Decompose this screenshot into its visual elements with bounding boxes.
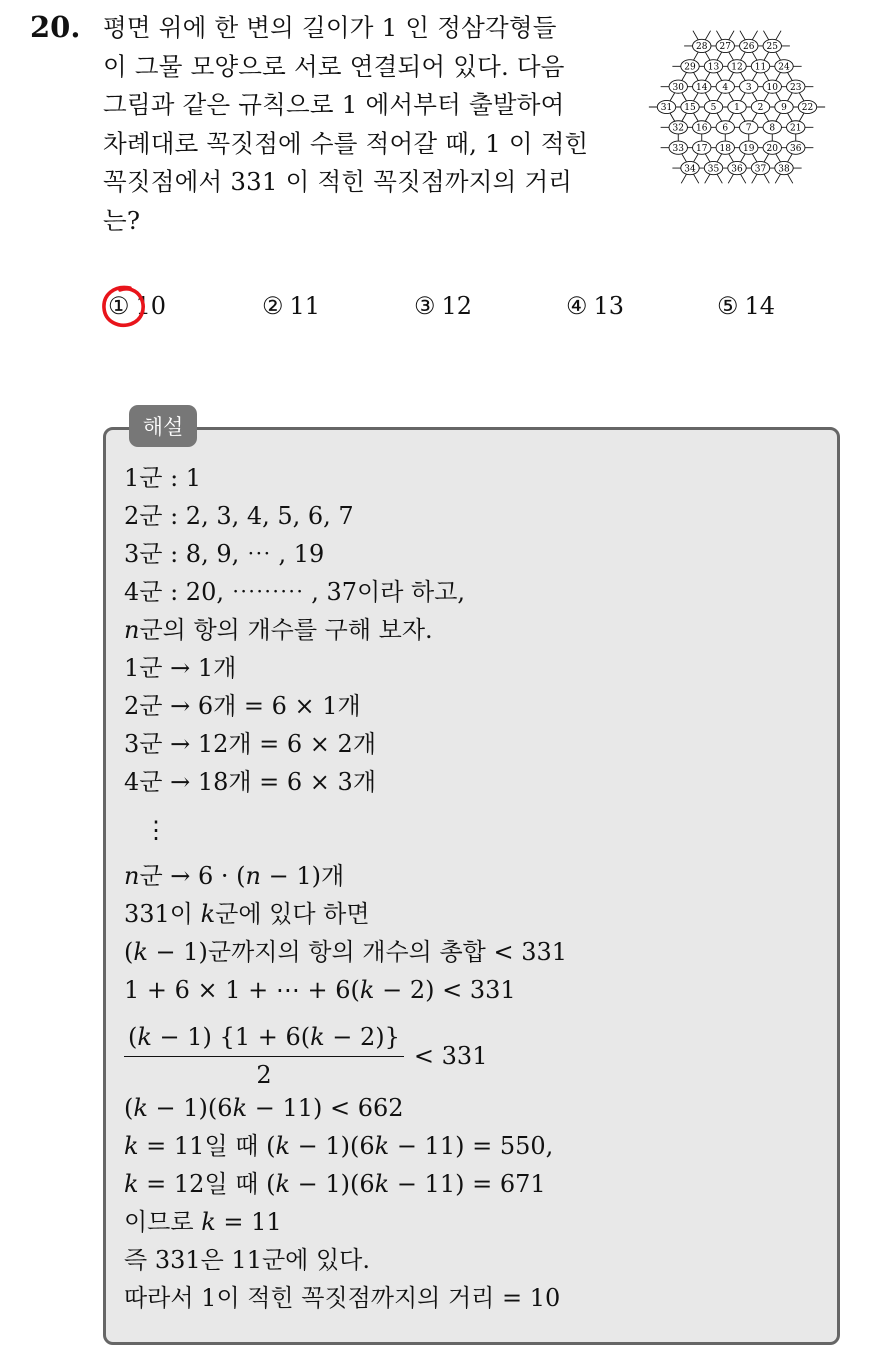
math-var: n <box>124 616 140 644</box>
lattice-vertex-label: 20 <box>766 143 778 154</box>
lattice-vertex-label: 18 <box>719 143 731 154</box>
solution-line <box>124 1089 404 1127</box>
triangle-lattice-figure <box>612 20 862 195</box>
lattice-vertex-label: 13 <box>707 62 720 73</box>
solution-line: 3군 : 8, 9, ⋯ , 19 <box>124 540 325 568</box>
text: ( <box>124 938 134 966</box>
question-number: 20. <box>30 10 81 44</box>
fraction-denominator: 2 <box>256 1061 272 1089</box>
fraction-inequality <box>124 1021 487 1091</box>
lattice-vertex-label: 25 <box>766 42 778 53</box>
lattice-vertex-label: 32 <box>672 123 684 134</box>
text: − 11) < 662 <box>247 1094 404 1122</box>
lattice-vertex-label: 33 <box>672 143 684 154</box>
text: − 2)} <box>324 1023 400 1051</box>
question-line: 이 그물 모양으로 서로 연결되어 있다. 다음 <box>103 51 565 81</box>
math-var: k <box>200 900 216 928</box>
text: − 1) {1 + 6( <box>151 1023 311 1051</box>
solution-line <box>124 895 370 933</box>
text: − 1)개 <box>261 862 345 890</box>
lattice-vertex-label: 19 <box>743 143 755 154</box>
solution-line <box>124 1203 282 1241</box>
lattice-vertex-label: 22 <box>801 103 814 114</box>
lattice-vertex-label: 17 <box>696 143 708 154</box>
choice-mark: ① <box>108 292 130 320</box>
lattice-vertex-label: 37 <box>754 164 767 175</box>
math-var: k <box>201 1208 216 1236</box>
solution-line: 즉 331은 11군에 있다. <box>124 1246 370 1274</box>
solution-line: 2군 → 6개 = 6 × 1개 <box>124 692 361 720</box>
lattice-vertex-label: 26 <box>743 42 755 53</box>
question-line: 꼭짓점에서 331 이 적힌 꼭짓점까지의 거리 <box>103 167 573 196</box>
math-var: k <box>374 1170 390 1198</box>
lattice-vertex-label: 11 <box>754 62 767 73</box>
lattice-vertex-label: 4 <box>722 82 729 93</box>
choice-value: 10 <box>135 292 167 320</box>
lattice-vertex-label: 23 <box>790 82 802 93</box>
question-line: 평면 위에 한 변의 길이가 1 인 정삼각형들 <box>103 13 557 42</box>
lattice-vertex-label: 27 <box>719 42 731 53</box>
text: ( <box>128 1023 138 1051</box>
math-var: k <box>133 938 148 966</box>
text: − 2) < 331 <box>374 976 516 1004</box>
text: = 11 <box>215 1208 282 1236</box>
question-line: 차례대로 꼭짓점에 수를 적어갈 때, 1 이 적힌 <box>103 128 589 158</box>
choice-mark: ③ <box>414 292 436 320</box>
solution-line <box>124 857 344 895</box>
choice-mark: ② <box>262 292 284 320</box>
question-line: 그림과 같은 규칙으로 1 에서부터 출발하여 <box>103 90 565 119</box>
math-var: k <box>359 976 375 1004</box>
math-var: k <box>133 1094 148 1122</box>
solution-line: 따라서 1이 적힌 꼭짓점까지의 거리 = 10 <box>124 1284 561 1312</box>
text: − 1)군까지의 항의 개수의 총합 < 331 <box>147 938 568 966</box>
math-var: k <box>374 1132 390 1160</box>
text: = 11일 때 ( <box>138 1132 276 1160</box>
choice-mark: ④ <box>566 292 588 320</box>
lattice-vertex-label: 10 <box>766 82 778 93</box>
choice-value: 11 <box>289 292 321 320</box>
choice-mark: ⑤ <box>717 292 739 320</box>
text: 1 + 6 × 1 + ⋯ + 6( <box>124 976 360 1004</box>
lattice-vertex-label: 30 <box>672 82 684 93</box>
solution-line <box>124 611 433 649</box>
text: − 1)(6 <box>147 1094 233 1122</box>
choice-4[interactable] <box>566 292 624 320</box>
text: − 1)(6 <box>290 1170 375 1198</box>
fraction-numerator <box>124 1021 404 1057</box>
math-var: k <box>137 1023 152 1051</box>
lattice-vertex-label: 31 <box>660 103 673 114</box>
solution-line <box>124 1165 546 1203</box>
text: 이므로 <box>124 1208 202 1236</box>
lattice-vertex-label: 38 <box>778 164 790 175</box>
choice-5[interactable] <box>717 292 775 320</box>
math-var: k <box>275 1170 290 1198</box>
lattice-vertex-label: 28 <box>696 42 708 53</box>
fraction <box>124 1021 404 1091</box>
vertical-ellipsis: ⋮ <box>144 816 168 844</box>
text: − 1)(6 <box>290 1132 375 1160</box>
math-var: k <box>124 1132 139 1160</box>
lattice-vertex-label: 35 <box>707 164 720 175</box>
solution-line <box>124 1127 553 1165</box>
lattice-vertex-label: 8 <box>769 123 776 134</box>
solution-line: 1군 : 1 <box>124 464 202 492</box>
choice-value: 12 <box>441 292 473 320</box>
lattice-vertex-label: 3 <box>745 82 752 93</box>
lattice-vertex-label: 34 <box>684 164 696 175</box>
solution-line: 3군 → 12개 = 6 × 2개 <box>124 730 377 758</box>
selected-answer-circle-icon <box>100 284 148 330</box>
question-text <box>103 9 598 240</box>
text: ( <box>124 1094 134 1122</box>
text: = 12일 때 ( <box>138 1170 276 1198</box>
text: 331이 <box>124 900 201 928</box>
math-var: k <box>124 1170 139 1198</box>
solution-line: 4군 → 18개 = 6 × 3개 <box>124 768 377 796</box>
solution-tag: 해설 <box>129 405 197 447</box>
text: 군에 있다 하면 <box>215 900 370 928</box>
choice-value: 13 <box>593 292 625 320</box>
math-var: k <box>310 1023 325 1051</box>
lattice-vertex-label: 29 <box>684 62 696 73</box>
lattice-vertex-label: 2 <box>757 103 764 114</box>
lattice-vertex-label: 21 <box>790 123 802 134</box>
solution-line <box>124 933 567 971</box>
question-line: 는? <box>103 205 141 235</box>
text: < 331 <box>413 1042 488 1070</box>
math-var: n <box>245 862 262 890</box>
text: 군의 항의 개수를 구해 보자. <box>139 616 433 644</box>
math-var: k <box>275 1132 290 1160</box>
text: − 11) = 671 <box>389 1170 546 1198</box>
lattice-vertex-label: 36 <box>790 143 802 154</box>
choice-3[interactable] <box>414 292 472 320</box>
lattice-vertex-label: 6 <box>722 123 729 134</box>
solution-line: 2군 : 2, 3, 4, 5, 6, 7 <box>124 502 354 530</box>
lattice-vertex-label: 15 <box>684 103 696 114</box>
lattice-vertex-label: 5 <box>710 103 717 114</box>
lattice-vertex-label: 1 <box>734 103 740 114</box>
lattice-vertex-label: 7 <box>745 123 752 134</box>
choice-2[interactable] <box>262 292 320 320</box>
math-var: k <box>232 1094 248 1122</box>
text: 군 → 6 · ( <box>139 862 246 890</box>
lattice-vertex-label: 36 <box>731 164 743 175</box>
solution-line: 1군 → 1개 <box>124 654 237 682</box>
lattice-vertex-label: 16 <box>696 123 708 134</box>
solution-line: 4군 : 20, ⋯⋯⋯ , 37이라 하고, <box>124 578 466 606</box>
lattice-vertex-label: 14 <box>696 82 708 93</box>
text: − 11) = 550, <box>389 1132 554 1160</box>
lattice-vertex-label: 24 <box>778 62 790 73</box>
choice-value: 14 <box>744 292 776 320</box>
lattice-vertex-label: 9 <box>781 103 787 114</box>
math-var: n <box>124 862 140 890</box>
lattice-vertex-label: 12 <box>731 62 743 73</box>
solution-line <box>124 971 516 1009</box>
